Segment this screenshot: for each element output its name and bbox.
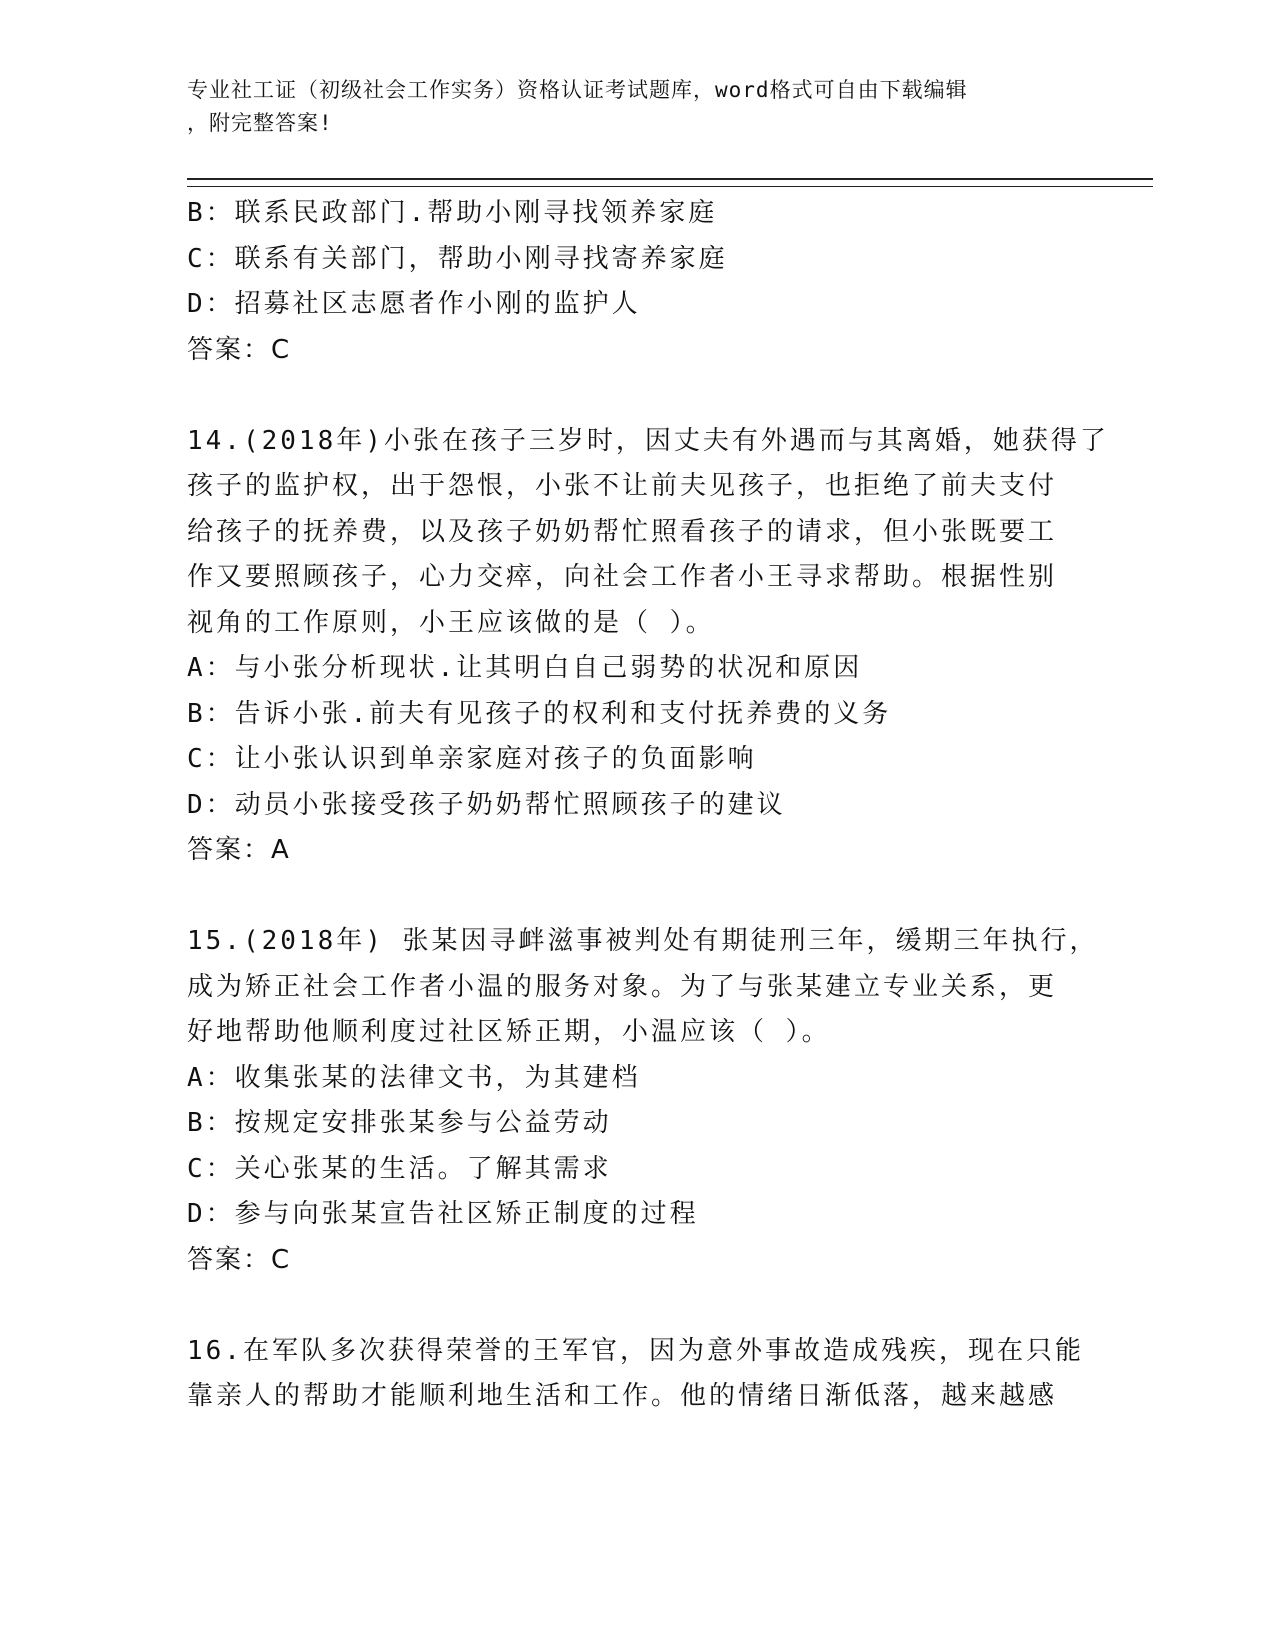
header-line-2: ，附完整答案! bbox=[187, 111, 333, 135]
question-content bbox=[187, 191, 1109, 1420]
option-d: D：招募社区志愿者作小刚的监护人 bbox=[187, 289, 641, 319]
question-text-line: 靠亲人的帮助才能顺利地生活和工作。他的情绪日渐低落，越来越感 bbox=[187, 1381, 1058, 1411]
question-15 bbox=[187, 919, 1099, 1283]
question-text-line: 孩子的监护权，出于怨恨，小张不让前夫见孩子，也拒绝了前夫支付 bbox=[187, 471, 1058, 501]
option-a: A：收集张某的法律文书，为其建档 bbox=[187, 1062, 641, 1093]
option-d: D：动员小张接受孩子奶奶帮忙照顾孩子的建议 bbox=[187, 789, 786, 820]
answer: 答案：A bbox=[187, 835, 291, 865]
document-header bbox=[187, 74, 1087, 140]
header-line-1: 专业社工证（初级社会工作实务）资格认证考试题库，word格式可自由下载编辑 bbox=[187, 78, 968, 102]
question-text-line: 好地帮助他顺利度过社区矫正期，小温应该（ ）。 bbox=[187, 1017, 831, 1047]
option-b: B：联系民政部门.帮助小刚寻找领养家庭 bbox=[187, 198, 718, 228]
question-16 bbox=[187, 1329, 1084, 1420]
option-c: C：联系有关部门，帮助小刚寻找寄养家庭 bbox=[187, 243, 728, 274]
option-d: D：参与向张某宣告社区矫正制度的过程 bbox=[187, 1199, 699, 1229]
option-b: B：按规定安排张某参与公益劳动 bbox=[187, 1108, 612, 1138]
spacer bbox=[187, 874, 1067, 920]
header-divider bbox=[187, 178, 1153, 187]
option-c: C：让小张认识到单亲家庭对孩子的负面影响 bbox=[187, 744, 757, 774]
question-13-continued bbox=[187, 191, 1067, 373]
question-text-line: 16.在军队多次获得荣誉的王军官，因为意外事故造成残疾，现在只能 bbox=[187, 1335, 1084, 1366]
question-text-line: 成为矫正社会工作者小温的服务对象。为了与张某建立专业关系，更 bbox=[187, 971, 1058, 1002]
option-b: B：告诉小张.前夫有见孩子的权利和支付抚养费的义务 bbox=[187, 698, 892, 729]
question-text-line: 14.(2018年)小张在孩子三岁时，因丈夫有外遇而与其离婚，她获得了 bbox=[187, 425, 1109, 456]
option-a: A：与小张分析现状.让其明白自己弱势的状况和原因 bbox=[187, 653, 863, 683]
answer: 答案：C bbox=[187, 1244, 292, 1275]
question-text-line: 给孩子的抚养费，以及孩子奶奶帮忙照看孩子的请求，但小张既要工 bbox=[187, 516, 1058, 547]
question-text-line: 作又要照顾孩子，心力交瘁，向社会工作者小王寻求帮助。根据性别 bbox=[187, 562, 1058, 592]
answer: 答案：C bbox=[187, 334, 292, 365]
option-c: C：关心张某的生活。了解其需求 bbox=[187, 1153, 612, 1184]
spacer bbox=[187, 1283, 1067, 1329]
question-14 bbox=[187, 419, 1109, 874]
question-text-line: 15.(2018年) 张某因寻衅滋事被判处有期徒刑三年，缓期三年执行， bbox=[187, 926, 1099, 956]
question-text-line: 视角的工作原则，小王应该做的是（ ）。 bbox=[187, 607, 715, 638]
spacer bbox=[187, 373, 1067, 419]
